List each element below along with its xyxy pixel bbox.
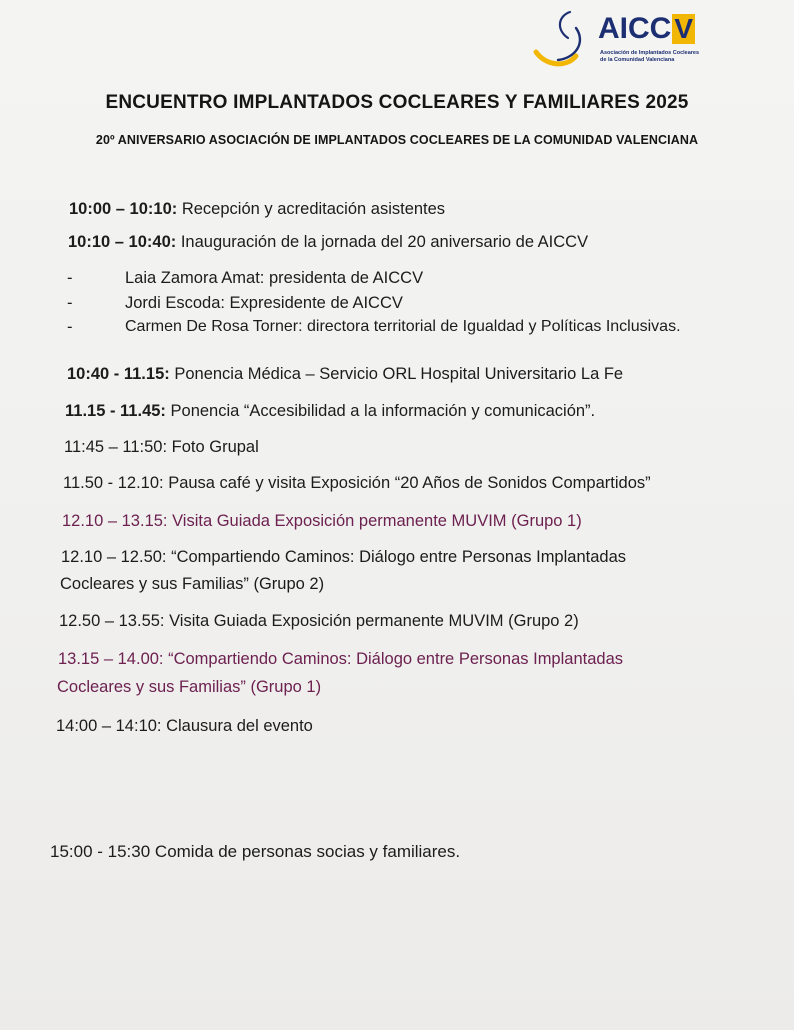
event-title: ENCUENTRO IMPLANTADOS COCLEARES Y FAMILIARES 2025 xyxy=(105,92,689,113)
logo-brand-accent: V xyxy=(674,13,694,44)
event-subtitle: 20º ANIVERSARIO ASOCIACIÓN DE IMPLANTADOS COCLEARES DE LA COMUNIDAD VALENCIANA xyxy=(95,133,699,147)
logo-subtitle-line2: de la Comunidad Valenciana xyxy=(600,56,675,63)
logo-brand xyxy=(598,14,695,44)
speaker-item xyxy=(67,316,794,338)
list-dash: - xyxy=(67,294,73,312)
schedule-item-closing: 14:00 – 14:10: Clausura del evento xyxy=(56,717,313,735)
schedule-item-dialogue-group2-line1: 12.10 – 12.50: “Compartiendo Caminos: Diálogo entre Personas Implantadas xyxy=(61,548,626,566)
speaker-item xyxy=(67,292,787,314)
schedule-item-group-photo: 11:45 – 11:50: Foto Grupal xyxy=(64,438,259,456)
schedule-item-medical-talk xyxy=(67,360,623,388)
schedule-item-inauguration xyxy=(68,228,588,256)
schedule-item-dialogue-group1-line1: 13.15 – 14.00: “Compartiendo Caminos: Diálogo entre Personas Implantadas xyxy=(58,650,623,668)
schedule-time: 11.15 - 11.45: xyxy=(65,402,166,420)
schedule-time: 10:40 - 11.15: xyxy=(67,365,170,383)
aiccv-logo xyxy=(532,8,742,70)
schedule-item-muvim-group1: 12.10 – 13.15: Visita Guiada Exposición permanente MUVIM (Grupo 1) xyxy=(62,512,582,530)
logo-brand-main: AICC xyxy=(598,12,672,45)
schedule-text: Ponencia “Accesibilidad a la información y comunicación”. xyxy=(165,402,596,420)
schedule-item-lunch: 15:00 - 15:30 Comida de personas socias y familiares. xyxy=(50,842,461,861)
schedule-item-coffee-break: 11.50 - 12.10: Pausa café y visita Exposición “20 Años de Sonidos Compartidos” xyxy=(63,474,651,492)
schedule-time: 10:10 – 10:40: xyxy=(68,233,177,251)
schedule-text: Ponencia Médica – Servicio ORL Hospital Universitario La Fe xyxy=(169,365,624,383)
schedule-text: Inauguración de la jornada del 20 aniversario de AICCV xyxy=(176,233,589,251)
speaker-text: Jordi Escoda: Expresidente de AICCV xyxy=(125,294,403,312)
logo-subtitle xyxy=(600,50,740,63)
speaker-item xyxy=(67,267,787,289)
schedule-item-accessibility-talk xyxy=(65,397,595,425)
schedule-item-muvim-group2: 12.50 – 13.55: Visita Guiada Exposición permanente MUVIM (Grupo 2) xyxy=(59,612,579,630)
list-dash: - xyxy=(67,318,73,336)
schedule-time: 10:00 – 10:10: xyxy=(69,200,178,218)
schedule-text: Recepción y acreditación asistentes xyxy=(177,200,446,218)
logo-swoosh-icon xyxy=(532,8,596,70)
speaker-text: Carmen De Rosa Torner: directora territorial de Igualdad y Políticas Inclusivas. xyxy=(125,318,681,335)
list-dash: - xyxy=(67,269,73,287)
speaker-text: Laia Zamora Amat: presidenta de AICCV xyxy=(125,269,424,287)
schedule-item-dialogue-group1-line2: Cocleares y sus Familias” (Grupo 1) xyxy=(57,678,322,696)
logo-subtitle-line1: Asociación de Implantados Cocleares xyxy=(600,50,700,56)
schedule-item-reception xyxy=(69,195,445,223)
schedule-item-dialogue-group2-line2: Cocleares y sus Familias” (Grupo 2) xyxy=(60,575,325,593)
